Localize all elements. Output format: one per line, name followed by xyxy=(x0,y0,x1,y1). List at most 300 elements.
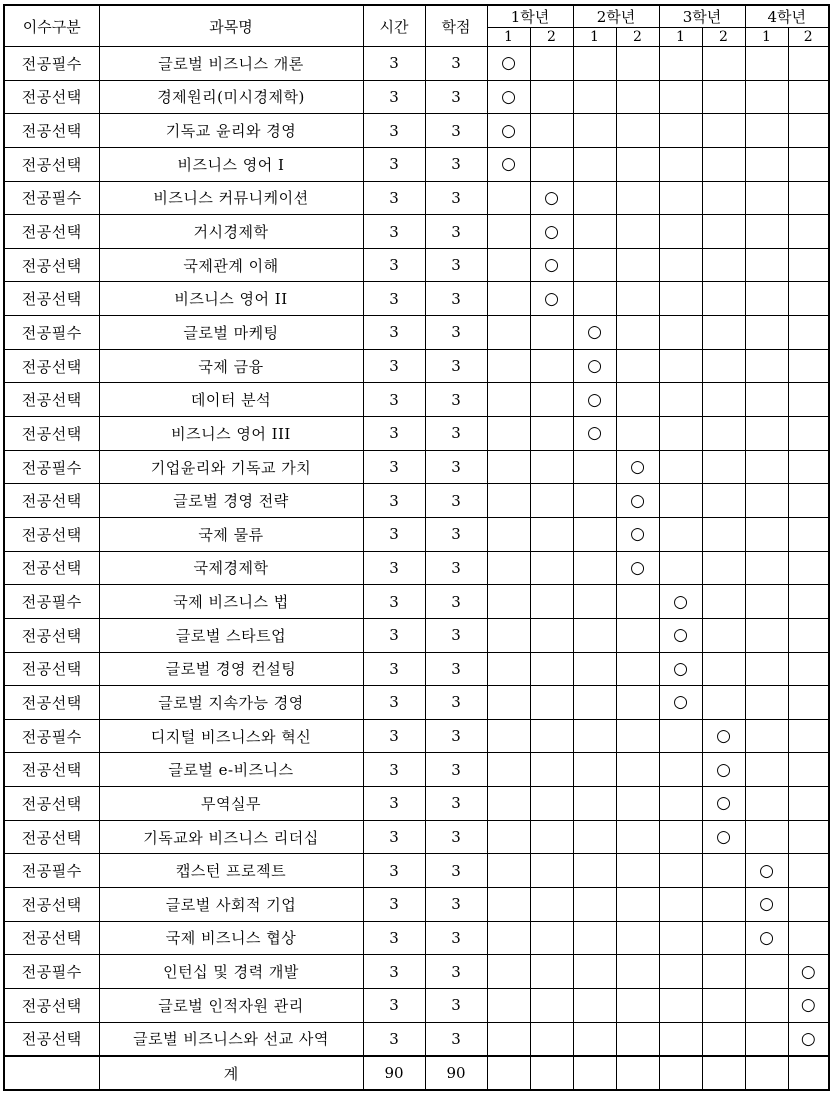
semester-cell xyxy=(659,181,702,215)
semester-cell xyxy=(616,820,659,854)
semester-cell xyxy=(487,1056,530,1090)
semester-cell xyxy=(788,349,829,383)
offered-mark-icon: ○ xyxy=(587,356,602,377)
hours-cell: 3 xyxy=(363,248,425,282)
header-hours: 시간 xyxy=(363,5,425,47)
semester-cell xyxy=(616,181,659,215)
semester-cell xyxy=(616,988,659,1022)
semester-cell xyxy=(573,417,616,451)
offered-mark-icon: ○ xyxy=(544,288,559,309)
semester-cell xyxy=(530,147,573,181)
credits-cell: 3 xyxy=(425,753,487,787)
semester-cell xyxy=(530,349,573,383)
semester-cell xyxy=(487,652,530,686)
hours-cell: 3 xyxy=(363,181,425,215)
semester-cell xyxy=(659,517,702,551)
table-row xyxy=(4,888,829,922)
credits-cell: 3 xyxy=(425,517,487,551)
semester-cell xyxy=(487,383,530,417)
table-row xyxy=(4,854,829,888)
semester-cell xyxy=(788,282,829,316)
semester-cell xyxy=(616,47,659,81)
semester-cell xyxy=(745,450,788,484)
semester-cell xyxy=(487,719,530,753)
semester-cell xyxy=(573,1056,616,1090)
table-row xyxy=(4,316,829,350)
course-list xyxy=(4,47,829,1057)
semester-cell xyxy=(573,686,616,720)
course-name-cell: 글로벌 지속가능 경영 xyxy=(99,686,363,720)
table-row xyxy=(4,383,829,417)
semester-cell xyxy=(745,652,788,686)
semester-cell xyxy=(616,282,659,316)
credits-cell: 3 xyxy=(425,787,487,821)
offered-mark-icon: ○ xyxy=(630,490,645,511)
table-row xyxy=(4,753,829,787)
semester-cell xyxy=(573,551,616,585)
semester-cell xyxy=(487,888,530,922)
semester-cell xyxy=(487,854,530,888)
course-name-cell: 글로벌 마케팅 xyxy=(99,316,363,350)
semester-cell xyxy=(616,753,659,787)
credits-cell: 3 xyxy=(425,719,487,753)
credits-cell: 3 xyxy=(425,888,487,922)
semester-cell xyxy=(530,888,573,922)
semester-cell xyxy=(702,114,745,148)
credits-cell: 3 xyxy=(425,349,487,383)
category-cell: 전공선택 xyxy=(4,686,99,720)
course-name-cell: 비즈니스 영어 III xyxy=(99,417,363,451)
semester-cell xyxy=(702,551,745,585)
semester-cell xyxy=(530,114,573,148)
hours-cell: 3 xyxy=(363,282,425,316)
semester-cell xyxy=(487,517,530,551)
header-semester: 1 xyxy=(573,28,616,47)
semester-cell xyxy=(745,686,788,720)
semester-cell xyxy=(659,1022,702,1056)
semester-cell xyxy=(702,147,745,181)
semester-cell xyxy=(616,787,659,821)
semester-cell xyxy=(745,988,788,1022)
total-row xyxy=(4,1056,829,1090)
course-name-cell: 글로벌 비즈니스와 선교 사역 xyxy=(99,1022,363,1056)
hours-cell: 3 xyxy=(363,955,425,989)
semester-cell xyxy=(487,820,530,854)
credits-cell: 3 xyxy=(425,114,487,148)
header-semester: 1 xyxy=(659,28,702,47)
semester-cell xyxy=(530,47,573,81)
credits-cell: 3 xyxy=(425,921,487,955)
category-cell: 전공선택 xyxy=(4,215,99,249)
offered-mark-icon: ○ xyxy=(673,658,688,679)
semester-cell xyxy=(745,753,788,787)
semester-cell xyxy=(616,551,659,585)
hours-cell: 3 xyxy=(363,147,425,181)
semester-cell xyxy=(573,753,616,787)
credits-cell: 3 xyxy=(425,820,487,854)
semester-cell xyxy=(788,517,829,551)
course-name-cell: 인턴십 및 경력 개발 xyxy=(99,955,363,989)
semester-cell xyxy=(745,787,788,821)
semester-cell xyxy=(745,114,788,148)
table-row xyxy=(4,988,829,1022)
semester-cell xyxy=(573,181,616,215)
credits-cell: 3 xyxy=(425,47,487,81)
semester-cell xyxy=(788,719,829,753)
hours-cell: 3 xyxy=(363,383,425,417)
header-year-1: 1학년 xyxy=(487,5,573,28)
semester-cell xyxy=(788,753,829,787)
semester-cell xyxy=(788,955,829,989)
semester-cell xyxy=(659,114,702,148)
semester-cell xyxy=(702,854,745,888)
course-name-cell: 캡스턴 프로젝트 xyxy=(99,854,363,888)
semester-cell xyxy=(788,147,829,181)
semester-cell xyxy=(702,955,745,989)
header-semester: 2 xyxy=(616,28,659,47)
course-name-cell: 무역실무 xyxy=(99,787,363,821)
semester-cell xyxy=(530,1056,573,1090)
semester-cell xyxy=(702,215,745,249)
semester-cell xyxy=(659,551,702,585)
category-cell: 전공필수 xyxy=(4,719,99,753)
semester-cell xyxy=(659,215,702,249)
semester-cell xyxy=(573,921,616,955)
offered-mark-icon: ○ xyxy=(630,457,645,477)
semester-cell xyxy=(616,147,659,181)
semester-cell xyxy=(487,686,530,720)
semester-cell xyxy=(702,686,745,720)
semester-cell xyxy=(788,1022,829,1056)
semester-cell xyxy=(530,215,573,249)
semester-cell xyxy=(788,921,829,955)
credits-cell: 3 xyxy=(425,618,487,652)
semester-cell xyxy=(745,921,788,955)
semester-cell xyxy=(573,787,616,821)
category-cell: 전공선택 xyxy=(4,417,99,451)
semester-cell xyxy=(573,349,616,383)
course-name-cell: 국제 물류 xyxy=(99,517,363,551)
semester-cell xyxy=(616,686,659,720)
category-cell: 전공선택 xyxy=(4,618,99,652)
semester-cell xyxy=(530,585,573,619)
course-name-cell: 기독교 윤리와 경영 xyxy=(99,114,363,148)
category-cell: 전공선택 xyxy=(4,484,99,518)
semester-cell xyxy=(573,80,616,114)
semester-cell xyxy=(573,484,616,518)
semester-cell xyxy=(616,450,659,484)
table-row xyxy=(4,585,829,619)
table-row xyxy=(4,551,829,585)
semester-cell xyxy=(702,719,745,753)
offered-mark-icon: ○ xyxy=(800,995,816,1016)
hours-cell: 3 xyxy=(363,80,425,114)
semester-cell xyxy=(616,349,659,383)
semester-cell xyxy=(702,517,745,551)
semester-cell xyxy=(702,248,745,282)
semester-cell xyxy=(530,80,573,114)
semester-cell xyxy=(573,888,616,922)
semester-cell xyxy=(573,652,616,686)
semester-cell xyxy=(702,450,745,484)
semester-cell xyxy=(788,652,829,686)
offered-mark-icon: ○ xyxy=(673,692,688,713)
semester-cell xyxy=(659,80,702,114)
hours-cell: 3 xyxy=(363,686,425,720)
table-row xyxy=(4,618,829,652)
semester-cell xyxy=(788,820,829,854)
semester-cell xyxy=(487,316,530,350)
hours-cell: 3 xyxy=(363,888,425,922)
table-row xyxy=(4,686,829,720)
semester-cell xyxy=(659,618,702,652)
credits-cell: 3 xyxy=(425,484,487,518)
course-name-cell: 글로벌 사회적 기업 xyxy=(99,888,363,922)
course-name-cell: 거시경제학 xyxy=(99,215,363,249)
semester-cell xyxy=(530,652,573,686)
course-name-cell: 글로벌 경영 컨설팅 xyxy=(99,652,363,686)
category-cell: 전공필수 xyxy=(4,955,99,989)
semester-cell xyxy=(573,988,616,1022)
category-cell: 전공선택 xyxy=(4,114,99,148)
hours-cell: 3 xyxy=(363,854,425,888)
offered-mark-icon: ○ xyxy=(501,120,516,141)
credits-cell: 3 xyxy=(425,585,487,619)
offered-mark-icon: ○ xyxy=(587,423,602,444)
table-row xyxy=(4,652,829,686)
course-name-cell: 디지털 비즈니스와 혁신 xyxy=(99,719,363,753)
offered-mark-icon: ○ xyxy=(501,53,516,74)
semester-cell xyxy=(616,618,659,652)
category-cell: 전공선택 xyxy=(4,753,99,787)
category-cell: 전공선택 xyxy=(4,517,99,551)
semester-cell xyxy=(659,484,702,518)
hours-cell: 3 xyxy=(363,787,425,821)
semester-cell xyxy=(788,181,829,215)
credits-cell: 3 xyxy=(425,955,487,989)
semester-cell xyxy=(745,147,788,181)
course-name-cell: 국제관계 이해 xyxy=(99,248,363,282)
course-name-cell: 글로벌 인적자원 관리 xyxy=(99,988,363,1022)
category-cell: 전공선택 xyxy=(4,787,99,821)
offered-mark-icon: ○ xyxy=(587,322,602,343)
semester-cell xyxy=(745,316,788,350)
semester-cell xyxy=(530,955,573,989)
semester-cell xyxy=(487,417,530,451)
semester-cell xyxy=(573,820,616,854)
semester-cell xyxy=(788,618,829,652)
offered-mark-icon: ○ xyxy=(587,389,602,410)
semester-cell xyxy=(745,585,788,619)
category-cell: 전공필수 xyxy=(4,47,99,81)
header-semester: 1 xyxy=(487,28,530,47)
offered-mark-icon: ○ xyxy=(630,524,645,545)
semester-cell xyxy=(745,282,788,316)
semester-cell xyxy=(616,652,659,686)
semester-cell xyxy=(788,383,829,417)
hours-cell: 3 xyxy=(363,316,425,350)
semester-cell xyxy=(702,181,745,215)
semester-cell xyxy=(616,585,659,619)
semester-cell xyxy=(530,248,573,282)
semester-cell xyxy=(616,383,659,417)
semester-cell xyxy=(702,349,745,383)
semester-cell xyxy=(745,955,788,989)
semester-cell xyxy=(616,215,659,249)
credits-cell: 3 xyxy=(425,316,487,350)
total-label: 계 xyxy=(99,1056,363,1090)
semester-cell xyxy=(745,215,788,249)
semester-cell xyxy=(659,888,702,922)
hours-cell: 3 xyxy=(363,349,425,383)
semester-cell xyxy=(530,988,573,1022)
semester-cell xyxy=(573,282,616,316)
semester-cell xyxy=(659,248,702,282)
offered-mark-icon: ○ xyxy=(544,255,559,276)
semester-cell xyxy=(487,450,530,484)
semester-cell xyxy=(788,316,829,350)
total-hours: 90 xyxy=(363,1056,425,1090)
semester-cell xyxy=(487,753,530,787)
semester-cell xyxy=(530,719,573,753)
semester-cell xyxy=(573,47,616,81)
hours-cell: 3 xyxy=(363,719,425,753)
table-row xyxy=(4,282,829,316)
course-name-cell: 글로벌 e-비즈니스 xyxy=(99,753,363,787)
semester-cell xyxy=(659,316,702,350)
curriculum-table xyxy=(3,4,830,1091)
offered-mark-icon: ○ xyxy=(544,187,559,208)
semester-cell xyxy=(788,215,829,249)
table-row xyxy=(4,248,829,282)
table-row xyxy=(4,787,829,821)
credits-cell: 3 xyxy=(425,383,487,417)
semester-cell xyxy=(745,517,788,551)
credits-cell: 3 xyxy=(425,1022,487,1056)
semester-cell xyxy=(659,753,702,787)
semester-cell xyxy=(530,484,573,518)
semester-cell xyxy=(487,988,530,1022)
offered-mark-icon: ○ xyxy=(544,221,559,242)
semester-cell xyxy=(530,383,573,417)
semester-cell xyxy=(530,854,573,888)
semester-cell xyxy=(659,383,702,417)
header-semester: 2 xyxy=(530,28,573,47)
semester-cell xyxy=(573,147,616,181)
semester-cell xyxy=(745,888,788,922)
table-row xyxy=(4,114,829,148)
semester-cell xyxy=(702,753,745,787)
hours-cell: 3 xyxy=(363,618,425,652)
semester-cell xyxy=(530,753,573,787)
semester-cell xyxy=(573,215,616,249)
semester-cell xyxy=(745,551,788,585)
semester-cell xyxy=(745,719,788,753)
table-row xyxy=(4,517,829,551)
category-cell: 전공필수 xyxy=(4,450,99,484)
table-row xyxy=(4,80,829,114)
semester-cell xyxy=(702,1056,745,1090)
semester-cell xyxy=(702,988,745,1022)
semester-cell xyxy=(573,618,616,652)
hours-cell: 3 xyxy=(363,450,425,484)
semester-cell xyxy=(745,80,788,114)
semester-cell xyxy=(745,1022,788,1056)
credits-cell: 3 xyxy=(425,686,487,720)
semester-cell xyxy=(487,618,530,652)
credits-cell: 3 xyxy=(425,417,487,451)
semester-cell xyxy=(788,686,829,720)
course-name-cell: 국제 비즈니스 협상 xyxy=(99,921,363,955)
semester-cell xyxy=(487,921,530,955)
semester-cell xyxy=(530,181,573,215)
course-name-cell: 경제원리(미시경제학) xyxy=(99,80,363,114)
hours-cell: 3 xyxy=(363,921,425,955)
semester-cell xyxy=(659,955,702,989)
header-category: 이수구분 xyxy=(4,5,99,47)
hours-cell: 3 xyxy=(363,47,425,81)
semester-cell xyxy=(487,484,530,518)
credits-cell: 3 xyxy=(425,215,487,249)
course-name-cell: 글로벌 스타트업 xyxy=(99,618,363,652)
semester-cell xyxy=(788,47,829,81)
offered-mark-icon: ○ xyxy=(501,154,516,175)
hours-cell: 3 xyxy=(363,114,425,148)
category-cell: 전공선택 xyxy=(4,80,99,114)
offered-mark-icon: ○ xyxy=(759,894,774,915)
course-name-cell: 국제경제학 xyxy=(99,551,363,585)
semester-cell xyxy=(745,248,788,282)
semester-cell xyxy=(573,585,616,619)
semester-cell xyxy=(573,114,616,148)
semester-cell xyxy=(487,1022,530,1056)
header-year-2: 2학년 xyxy=(573,5,659,28)
semester-cell xyxy=(702,1022,745,1056)
semester-cell xyxy=(487,282,530,316)
semester-cell xyxy=(487,787,530,821)
semester-cell xyxy=(530,787,573,821)
semester-cell xyxy=(788,114,829,148)
semester-cell xyxy=(702,282,745,316)
semester-cell xyxy=(487,47,530,81)
semester-cell xyxy=(616,114,659,148)
semester-cell xyxy=(788,854,829,888)
semester-cell xyxy=(573,719,616,753)
hours-cell: 3 xyxy=(363,652,425,686)
semester-cell xyxy=(616,417,659,451)
category-cell: 전공선택 xyxy=(4,551,99,585)
semester-cell xyxy=(487,955,530,989)
offered-mark-icon: ○ xyxy=(800,961,816,982)
total-credits: 90 xyxy=(425,1056,487,1090)
semester-cell xyxy=(659,719,702,753)
semester-cell xyxy=(659,921,702,955)
semester-cell xyxy=(745,618,788,652)
table-row xyxy=(4,450,829,484)
semester-cell xyxy=(702,820,745,854)
semester-cell xyxy=(788,585,829,619)
semester-cell xyxy=(788,888,829,922)
semester-cell xyxy=(745,820,788,854)
semester-cell xyxy=(788,787,829,821)
semester-cell xyxy=(745,47,788,81)
semester-cell xyxy=(702,618,745,652)
course-name-cell: 글로벌 경영 전략 xyxy=(99,484,363,518)
semester-cell xyxy=(659,652,702,686)
semester-cell xyxy=(659,988,702,1022)
semester-cell xyxy=(745,854,788,888)
semester-cell xyxy=(530,921,573,955)
